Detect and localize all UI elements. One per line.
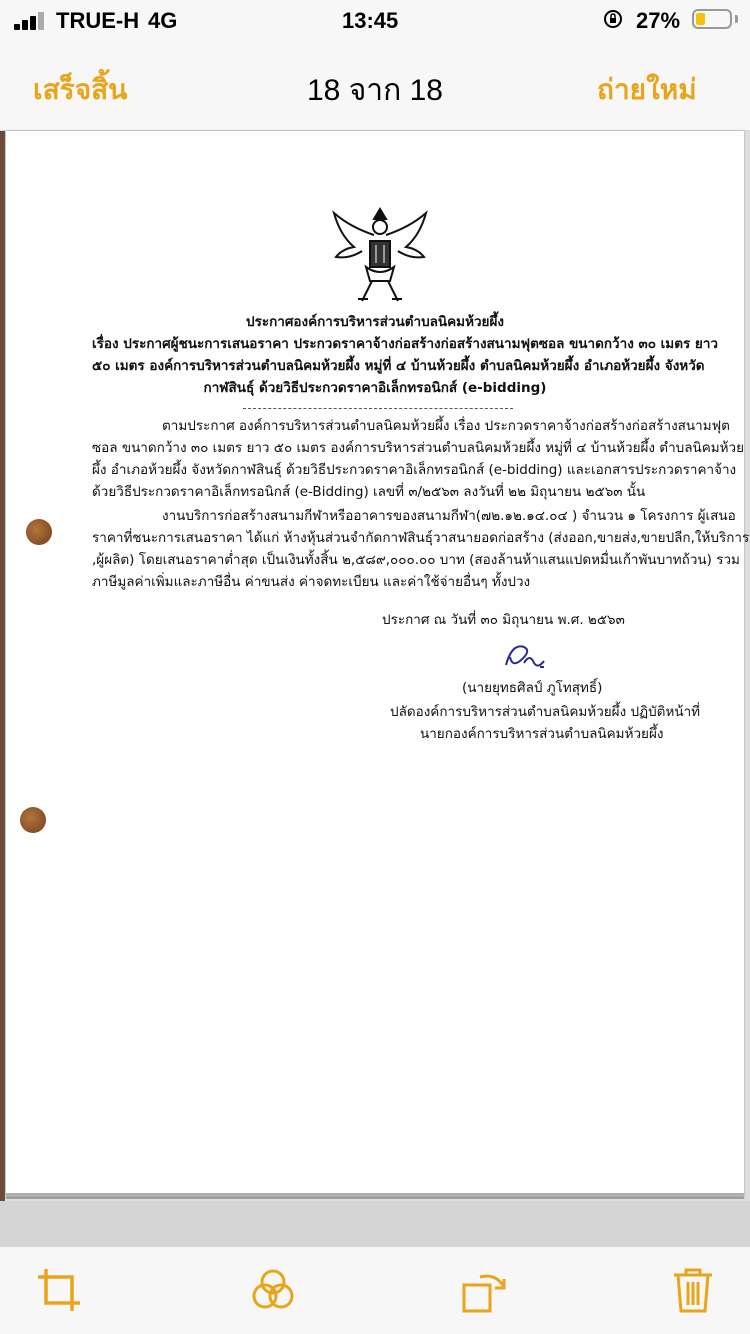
- network-type: 4G: [148, 8, 178, 33]
- signer-title: นายกองค์การบริหารส่วนตำบลนิคมห้วยผึ้ง: [420, 726, 664, 742]
- carrier-name: TRUE-H: [56, 8, 140, 33]
- body-line: ซอล ขนาดกว้าง ๓๐ เมตร ยาว ๕๐ เมตร องค์การบริหารส่วนตำบลนิคมห้วยผึ้ง หมู่ที่ ๔ บ้านห้วยผึ้ง ตำบลนิคมห้วย: [92, 440, 745, 456]
- retake-button[interactable]: ถ่ายใหม่: [597, 73, 697, 106]
- body-line: งานบริการก่อสร้างสนามกีฬาหรืออาคารของสนามกีฬา(๗๒.๑๒.๑๔.๐๔ ) จำนวน ๑ โครงการ ผู้เสนอ: [162, 508, 736, 524]
- crop-icon[interactable]: [34, 1265, 84, 1315]
- scan-preview: [0, 131, 750, 1201]
- rotate-icon[interactable]: [458, 1265, 508, 1315]
- body-line: ภาษีมูลค่าเพิ่มและภาษีอื่น ค่าขนส่ง ค่าจดทะเบียน และค่าใช้จ่ายอื่นๆ ทั้งปวง: [92, 574, 531, 590]
- body-line: ,ผู้ผลิต) โดยเสนอราคาต่ำสุด เป็นเงินทั้งสิ้น ๒,๕๘๙,๐๐๐.๐๐ บาท (สองล้านห้าแสนแปดหมื่นเก้าพันบาทถ้วน) รวม: [92, 552, 740, 568]
- body-line: ผึ้ง อำเภอห้วยผึ้ง จังหวัดกาฬสินธุ์ ด้วยวิธีประกวดราคาอิเล็กทรอนิกส์ (e-bidding) และเอกสารประกวดราคาจ้าง: [92, 462, 737, 478]
- battery-icon: [692, 9, 732, 29]
- subject-line: ๕๐ เมตร องค์การบริหารส่วนตำบลนิคมห้วยผึ้ง หมู่ที่ ๔ บ้านห้วยผึ้ง ตำบลนิคมห้วยผึ้ง อำเภอห้วยผึ้ง จังหวัด: [92, 358, 705, 374]
- clock: 13:45: [342, 8, 399, 33]
- signer-name: (นายยุทธศิลป์ ภูโทสุทธิ์): [462, 680, 603, 696]
- document-page: [6, 131, 750, 1197]
- subject-line: เรื่อง ประกาศผู้ชนะการเสนอราคา ประกวดราคาจ้างก่อสร้างก่อสร้างสนามฟุตซอล ขนาดกว้าง ๓๐ เมตร ยาว: [92, 336, 718, 352]
- done-button[interactable]: เสร็จสิ้น: [33, 73, 128, 106]
- body-line: ตามประกาศ องค์การบริหารส่วนตำบลนิคมห้วยผึ้ง เรื่อง ประกวดราคาจ้างก่อสร้างก่อสร้างสนามฟุต: [162, 418, 730, 434]
- status-bar: [0, 0, 750, 40]
- body-line: ราคาที่ชนะการเสนอราคา ได้แก่ ห้างหุ้นส่วนจำกัดกาฬสินธุ์วาสนายอดก่อสร้าง (ส่งออก,ขายส่ง,ขายปลีก,ให้บริการ: [92, 530, 750, 546]
- trash-icon[interactable]: [668, 1265, 718, 1315]
- punch-hole: [26, 519, 52, 545]
- page-edge: [0, 131, 5, 1201]
- filter-icon[interactable]: [248, 1265, 298, 1315]
- subject-line: กาฬสินธุ์ ด้วยวิธีประกวดราคาอิเล็กทรอนิกส์ (e-bidding): [203, 380, 547, 396]
- battery-percent: 27%: [636, 8, 681, 33]
- preview-background: [0, 1201, 750, 1247]
- bottom-toolbar: [0, 1247, 750, 1334]
- document-heading: ประกาศองค์การบริหารส่วนตำบลนิคมห้วยผึ้ง: [246, 314, 504, 330]
- page-edge: [6, 1193, 744, 1199]
- rotation-lock-icon: [603, 9, 623, 29]
- punch-hole: [20, 807, 46, 833]
- signer-title: ปลัดองค์การบริหารส่วนตำบลนิคมห้วยผึ้ง ปฏิบัติหน้าที่: [390, 704, 701, 720]
- signature: [500, 639, 550, 675]
- garuda-emblem: [330, 201, 430, 311]
- body-line: ด้วยวิธีประกวดราคาอิเล็กทรอนิกส์ (e-Bidding) เลขที่ ๓/๒๕๖๓ ลงวันที่ ๒๒ มิถุนายน ๒๕๖๓ นั้น: [92, 484, 646, 500]
- divider: [243, 408, 513, 409]
- nav-bar: [0, 40, 750, 131]
- page-indicator: 18 จาก 18: [307, 74, 443, 107]
- battery-tip: [735, 15, 738, 23]
- signal-strength-icon: [14, 12, 48, 30]
- announcement-date: ประกาศ ณ วันที่ ๓๐ มิถุนายน พ.ศ. ๒๕๖๓: [382, 612, 625, 628]
